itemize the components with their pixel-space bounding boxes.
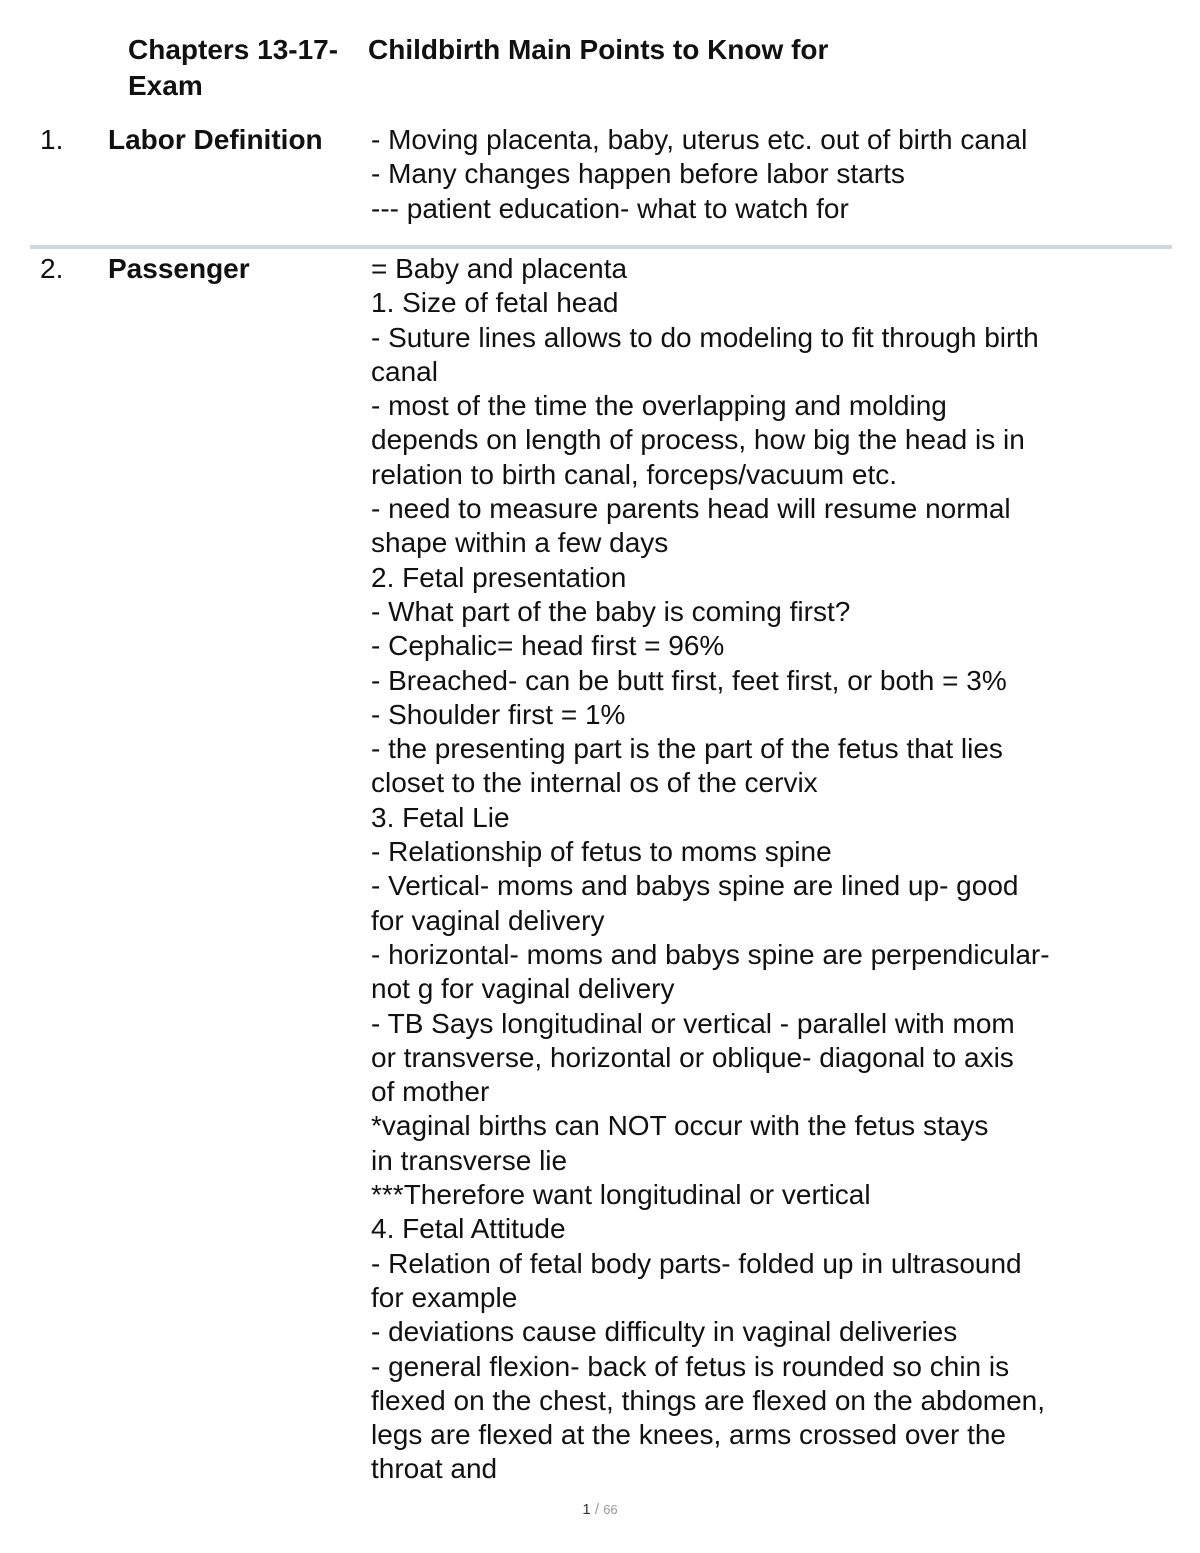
body-line: *vaginal births can NOT occur with the fetus stays	[371, 1110, 989, 1142]
body-line: flexed on the chest, things are flexed on the abdomen,	[371, 1384, 1046, 1416]
body-line: - need to measure parents head will resume normal	[371, 493, 1011, 525]
body-line: - Shoulder first = 1%	[371, 698, 626, 730]
section-number: 2.	[40, 253, 64, 284]
body-line: - most of the time the overlapping and molding	[371, 390, 947, 422]
body-line: 3. Fetal Lie	[371, 801, 510, 833]
body-line: - Suture lines allows to do modeling to fit through birth	[371, 321, 1039, 353]
body-line: for example	[371, 1281, 518, 1313]
body-line: - Vertical- moms and babys spine are lined up- good	[371, 870, 1019, 902]
body-line: --- patient education- what to watch for	[371, 192, 849, 224]
title-line-2: Exam	[128, 70, 203, 101]
page-separator: /	[594, 1501, 600, 1518]
body-line: - Many changes happen before labor starts	[371, 158, 905, 190]
body-line: - Moving placenta, baby, uterus etc. out of birth canal	[371, 124, 1028, 155]
body-line: depends on length of process, how big the head is in	[371, 424, 1025, 456]
body-line: - deviations cause difficulty in vaginal deliveries	[371, 1316, 958, 1348]
section-heading: Passenger	[108, 253, 250, 284]
body-line: canal	[371, 355, 438, 387]
body-line: closet to the internal os of the cervix	[371, 767, 818, 799]
body-line: = Baby and placenta	[371, 253, 628, 284]
body-line: - general flexion- back of fetus is rounded so chin is	[371, 1350, 1010, 1382]
title-chapters: Chapters 13-17-	[128, 34, 339, 65]
section-body	[371, 123, 1156, 226]
total-pages: 66	[603, 1502, 618, 1517]
body-line: for vaginal delivery	[371, 904, 605, 936]
body-line: - the presenting part is the part of the fetus that lies	[371, 733, 1003, 765]
body-line: - What part of the baby is coming first?	[371, 595, 851, 627]
body-line: - Breached- can be butt first, feet first, or both = 3%	[371, 664, 1007, 696]
body-line: - Cephalic= head first = 96%	[371, 630, 725, 662]
section-heading: Labor Definition	[108, 124, 323, 155]
body-line: legs are flexed at the knees, arms crossed over the	[371, 1419, 1006, 1451]
body-line: throat and	[371, 1453, 498, 1485]
page-indicator	[0, 1501, 1200, 1518]
current-page: 1	[582, 1501, 591, 1518]
title-topic: Childbirth Main Points to Know for	[368, 34, 829, 65]
body-line: 4. Fetal Attitude	[371, 1213, 566, 1245]
section-number: 1.	[40, 124, 64, 155]
body-line: in transverse lie	[371, 1144, 568, 1176]
body-line: of mother	[371, 1076, 490, 1108]
body-line: relation to birth canal, forceps/vacuum etc.	[371, 458, 898, 490]
body-line: or transverse, horizontal or oblique- diagonal to axis	[371, 1041, 1014, 1073]
body-line: ***Therefore want longitudinal or vertical	[371, 1179, 871, 1211]
body-line: - horizontal- moms and babys spine are perpendicular-	[371, 938, 1050, 970]
body-line: shape within a few days	[371, 527, 669, 559]
body-line: not g for vaginal delivery	[371, 973, 675, 1005]
body-line: 1. Size of fetal head	[371, 287, 619, 319]
body-line: - Relation of fetal body parts- folded up in ultrasound	[371, 1247, 1022, 1279]
body-line: - TB Says longitudinal or vertical - parallel with mom	[371, 1007, 1015, 1039]
body-line: 2. Fetal presentation	[371, 561, 627, 593]
section-divider	[30, 245, 1172, 249]
body-line: - Relationship of fetus to moms spine	[371, 836, 832, 868]
section-body	[371, 252, 1156, 1487]
